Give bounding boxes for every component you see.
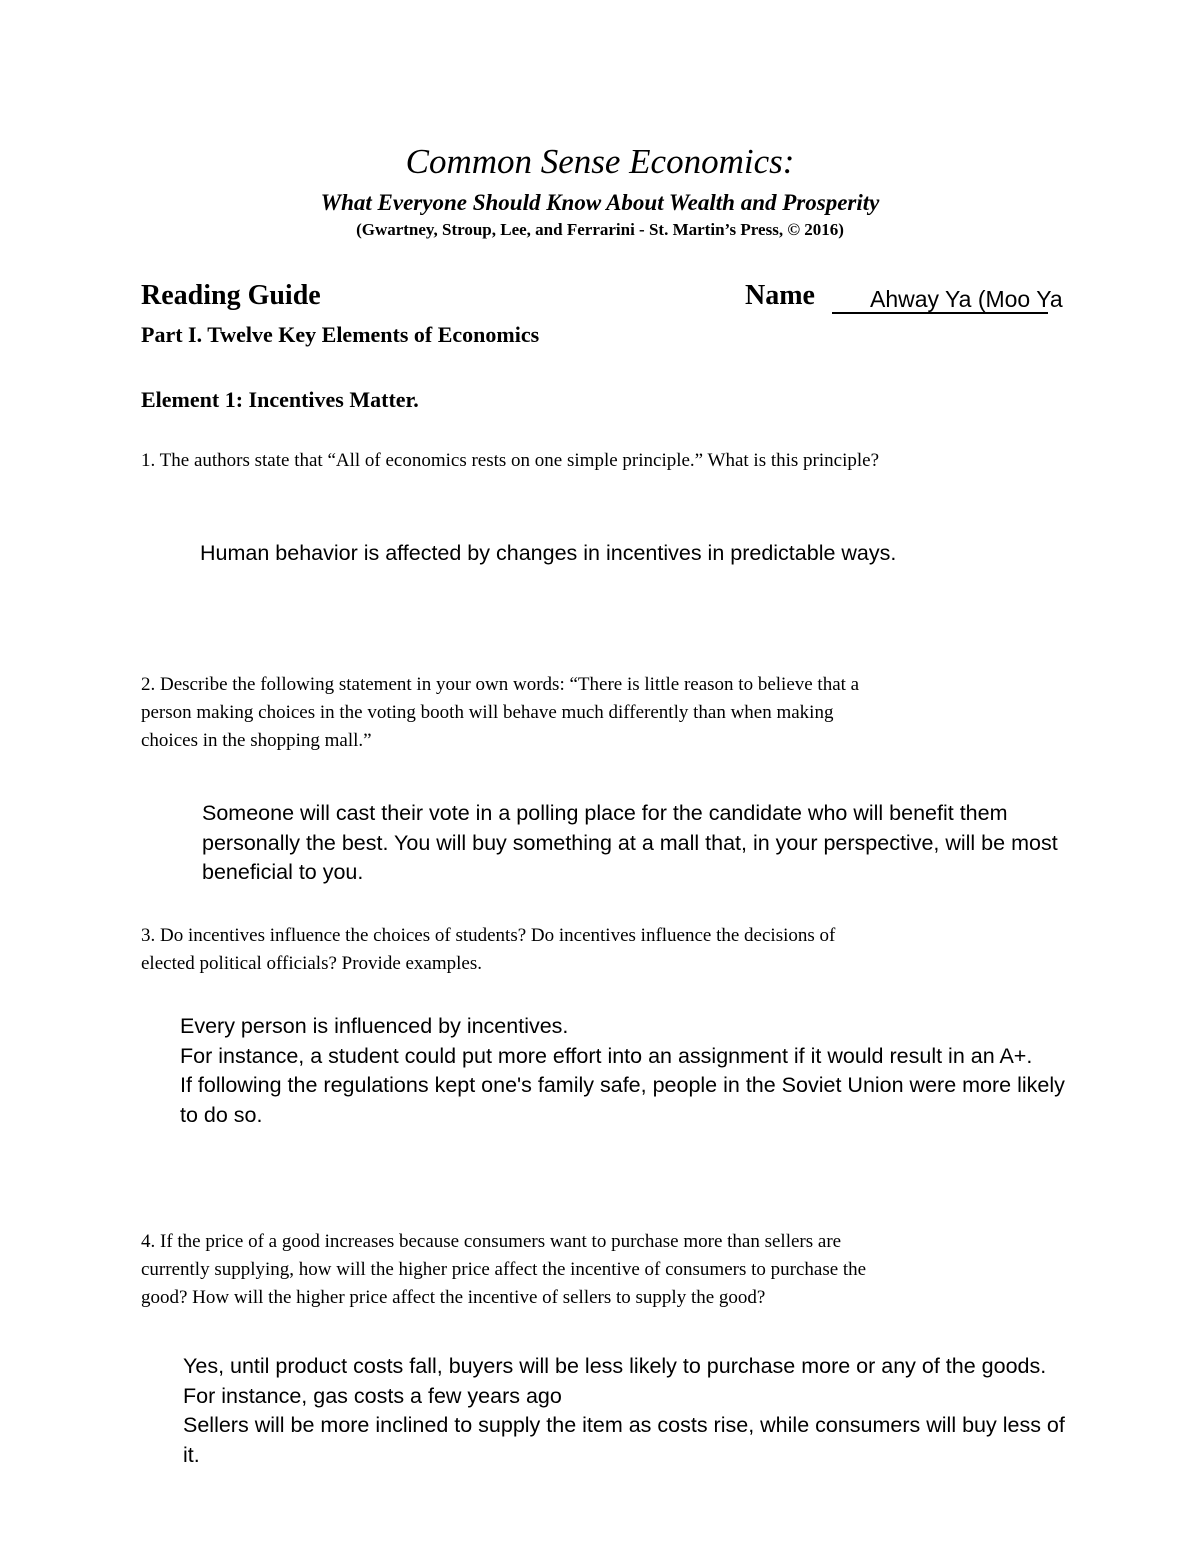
part-heading: Part I. Twelve Key Elements of Economics xyxy=(141,322,540,347)
answer-1[interactable] xyxy=(200,539,896,569)
answer-line: If following the regulations kept one's family safe, people in the Soviet Union were more likely xyxy=(180,1073,1065,1097)
question-line: 4. If the price of a good increases because consumers want to purchase more than sellers are xyxy=(141,1231,842,1252)
answer-line: Every person is influenced by incentives. xyxy=(180,1014,569,1038)
question-line: elected political officials? Provide examples. xyxy=(141,953,482,974)
name-field[interactable]: Ahway Ya (Moo Ya xyxy=(832,284,1048,314)
question-line: good? How will the higher price affect the incentive of sellers to supply the good? xyxy=(141,1287,766,1308)
question-1 xyxy=(141,447,879,475)
name-label: Name xyxy=(745,280,815,311)
question-line: choices in the shopping mall.” xyxy=(141,730,372,751)
question-line: person making choices in the voting booth will behave much differently than when making xyxy=(141,702,834,723)
reading-guide-heading: Reading Guide xyxy=(141,280,321,311)
question-line: 3. Do incentives influence the choices of students? Do incentives influence the decisions of xyxy=(141,925,836,946)
answer-line: Human behavior is affected by changes in incentives in predictable ways. xyxy=(200,541,897,565)
answer-line: to do so. xyxy=(180,1102,263,1127)
document-title: Common Sense Economics: xyxy=(405,142,795,181)
question-line: 2. Describe the following statement in your own words: “There is little reason to believe that a xyxy=(141,674,860,695)
answer-line: For instance, gas costs a few years ago xyxy=(183,1383,562,1408)
answer-3[interactable] xyxy=(180,1012,1065,1130)
answer-line: personally the best. You will buy something at a mall that, in your perspective, will be most xyxy=(202,830,1058,855)
answer-line: Someone will cast their vote in a polling place for the candidate who will benefit them xyxy=(202,801,1008,825)
answer-4[interactable] xyxy=(183,1352,1065,1470)
answer-line: Yes, until product costs fall, buyers will be less likely to purchase more or any of the goods. xyxy=(183,1354,1047,1378)
question-2 xyxy=(141,671,859,755)
answer-line: For instance, a student could put more effort into an assignment if it would result in an A+. xyxy=(180,1043,1033,1068)
document-subtitle: What Everyone Should Know About Wealth and Prosperity xyxy=(320,190,880,215)
answer-line: Sellers will be more inclined to supply the item as costs rise, while consumers will buy less of xyxy=(183,1413,1065,1437)
question-line: 1. The authors state that “All of economics rests on one simple principle.” What is this principle? xyxy=(141,450,880,471)
element-heading: Element 1: Incentives Matter. xyxy=(141,387,419,412)
question-3 xyxy=(141,922,835,978)
question-line: currently supplying, how will the higher price affect the incentive of consumers to purchase the xyxy=(141,1259,867,1280)
answer-2[interactable] xyxy=(202,799,1058,888)
question-4 xyxy=(141,1228,866,1312)
answer-line: it. xyxy=(183,1442,200,1467)
answer-line: beneficial to you. xyxy=(202,860,364,884)
citation: (Gwartney, Stroup, Lee, and Ferrarini - St. Martin’s Press, © 2016) xyxy=(356,220,844,239)
